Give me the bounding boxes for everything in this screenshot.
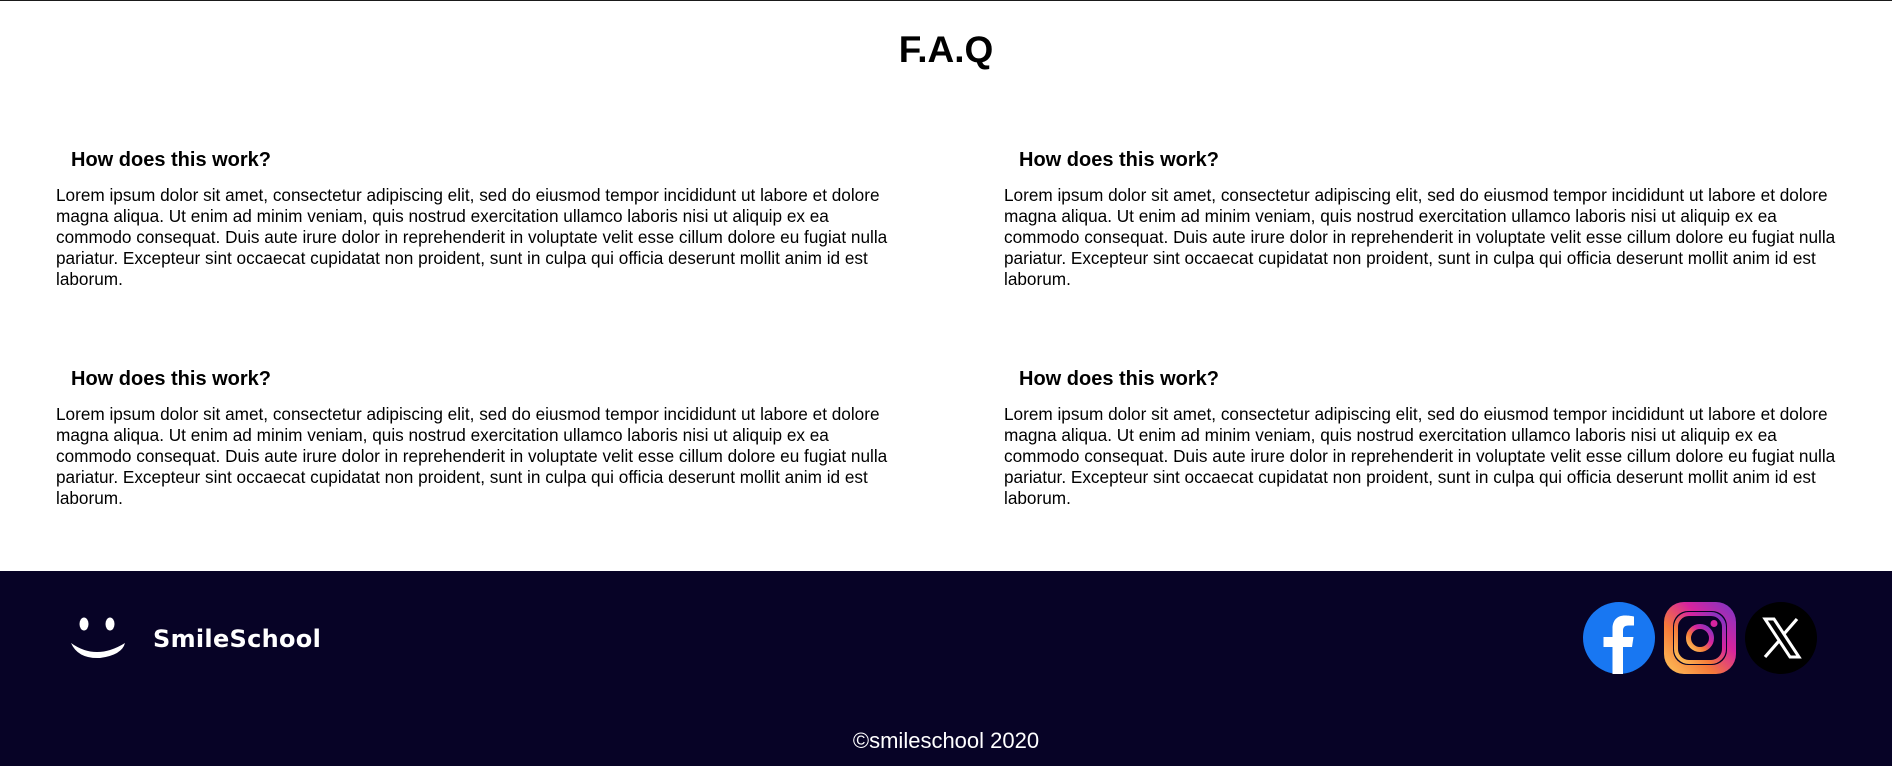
faq-answer: Lorem ipsum dolor sit amet, consectetur adipiscing elit, sed do eiusmod tempor incididunt ut labore et dolore magna aliqua. Ut enim ad minim veniam, quis nostrud exercitation ullamco laboris nisi ut aliquip ex ea commodo consequat. Duis aute irure dolor in reprehenderit in voluptate velit esse cillum dolore eu fugiat nulla pariatur. Excepteur sint occaecat cupidatat non proident, sunt in culpa qui officia deserunt mollit anim id est laborum. <box>1004 185 1836 289</box>
brand-name: SmileSchool <box>153 625 322 653</box>
faq-question: How does this work? <box>71 368 272 390</box>
faq-question: How does this work? <box>71 149 272 171</box>
brand-logo[interactable] <box>70 617 321 661</box>
smile-face-icon <box>70 617 127 661</box>
x-icon[interactable] <box>1744 601 1818 675</box>
instagram-icon[interactable] <box>1663 601 1737 675</box>
faq-question: How does this work? <box>1019 149 1220 171</box>
faq-answer: Lorem ipsum dolor sit amet, consectetur adipiscing elit, sed do eiusmod tempor incididunt ut labore et dolore magna aliqua. Ut enim ad minim veniam, quis nostrud exercitation ullamco laboris nisi ut aliquip ex ea commodo consequat. Duis aute irure dolor in reprehenderit in voluptate velit esse cillum dolore eu fugiat nulla pariatur. Excepteur sint occaecat cupidatat non proident, sunt in culpa qui officia deserunt mollit anim id est laborum. <box>56 404 888 508</box>
faq-question: How does this work? <box>1019 368 1220 390</box>
faq-answer: Lorem ipsum dolor sit amet, consectetur adipiscing elit, sed do eiusmod tempor incididunt ut labore et dolore magna aliqua. Ut enim ad minim veniam, quis nostrud exercitation ullamco laboris nisi ut aliquip ex ea commodo consequat. Duis aute irure dolor in reprehenderit in voluptate velit esse cillum dolore eu fugiat nulla pariatur. Excepteur sint occaecat cupidatat non proident, sunt in culpa qui officia deserunt mollit anim id est laborum. <box>56 185 888 289</box>
top-divider <box>0 0 1892 1</box>
page-title: F.A.Q <box>898 29 994 70</box>
social-links <box>1582 601 1825 675</box>
copyright: ©smileschool 2020 <box>852 728 1040 753</box>
faq-answer: Lorem ipsum dolor sit amet, consectetur adipiscing elit, sed do eiusmod tempor incididunt ut labore et dolore magna aliqua. Ut enim ad minim veniam, quis nostrud exercitation ullamco laboris nisi ut aliquip ex ea commodo consequat. Duis aute irure dolor in reprehenderit in voluptate velit esse cillum dolore eu fugiat nulla pariatur. Excepteur sint occaecat cupidatat non proident, sunt in culpa qui officia deserunt mollit anim id est laborum. <box>1004 404 1836 508</box>
faq-item <box>1004 367 1844 509</box>
footer <box>0 571 1892 766</box>
faq-item <box>1004 148 1844 290</box>
faq-item <box>56 367 896 509</box>
faq-item <box>56 148 896 290</box>
facebook-icon[interactable] <box>1582 601 1656 675</box>
